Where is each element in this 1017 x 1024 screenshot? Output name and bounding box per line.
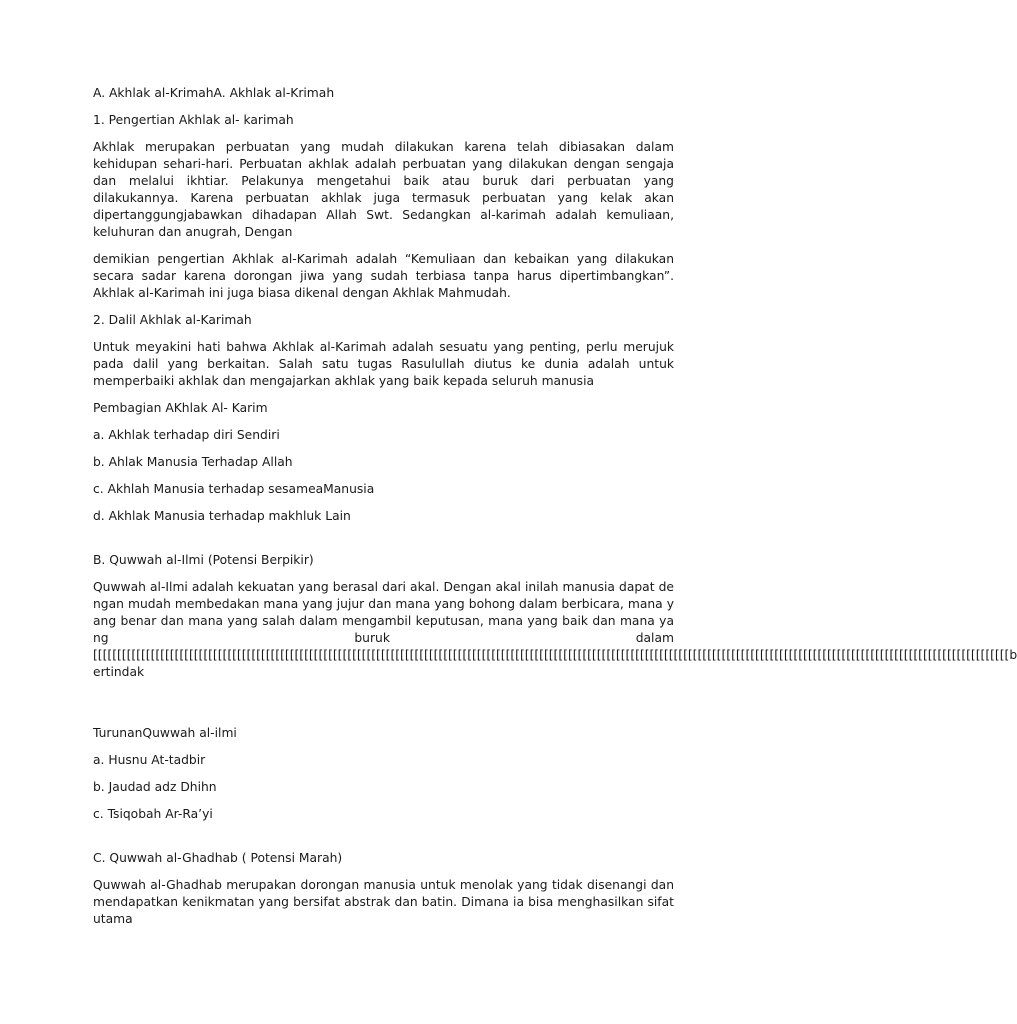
derivative-heading: TurunanQuwwah al-ilmi — [93, 726, 237, 740]
paragraph-dalil: Untuk meyakini hati bahwa Akhlak al-Karimah adalah sesuatu yang penting, perlu merujuk pada dalil yang berkaitan. Salah satu tugas Rasulullah diutus ke dunia adalah untuk memperbaiki akhlak dan mengajarkan akhlak yang baik kepada seluruh manusia — [93, 340, 674, 388]
paragraph-akhlak-definition: Akhlak merupakan perbuatan yang mudah dilakukan karena telah dibiasakan dalam kehidupan sehari-hari. Perbuatan akhlak adalah perbuatan yang dilakukan dengan sengaja dan melalui ikhtiar. Pelakunya mengetahui baik atau buruk dari perbuatan yang dilakukannya. Karena perbuatan akhlak juga termasuk perbuatan yang kelak akan dipertanggungjabawkan dihadapan Allah Swt. Sedangkan al-karimah adalah kemuliaan, keluhuran dan anugrah, Dengan — [93, 140, 674, 239]
list-item: a. Akhlak terhadap diri Sendiri — [93, 428, 280, 442]
paragraph-quwwah-ilmi — [93, 579, 1017, 681]
paragraph-quwwah-ghadhab: Quwwah al-Ghadhab merupakan dorongan manusia untuk menolak yang tidak disenangi dan mendapatkan kenikmatan yang bersifat abstrak dan batin. Dimana ia bisa menghasilkan sifat utama — [93, 878, 674, 926]
list-item: c. Tsiqobah Ar-Ra’yi — [93, 807, 213, 821]
section-a-heading: A. Akhlak al-KrimahA. Akhlak al-Krimah — [93, 86, 335, 100]
spacer — [93, 691, 674, 725]
spacer — [93, 535, 674, 552]
subsection-1-heading: 1. Pengertian Akhlak al- karimah — [93, 113, 294, 127]
division-heading: Pembagian AKhlak Al- Karim — [93, 401, 268, 415]
section-b-heading: B. Quwwah al-Ilmi (Potensi Berpikir) — [93, 553, 314, 567]
list-item: b. Jaudad adz Dhihn — [93, 780, 217, 794]
list-item: d. Akhlak Manusia terhadap makhluk Lain — [93, 509, 351, 523]
bracket-run: [[[[[[[[[[[[[[[[[[[[[[[[[[[[[[[[[[[[[[[[[[[[[[[[[[[[[[[[[[[[[[[[[[[[[[[[[[[[[[[[[[[[[[[[[[[[[[[[[[[[[[[[[[[[[[[[[[[[[[[[[[[[[[[[[[[[[[[[[[[[[[[[[[[[[[[[[[[[[[[[[[[[[[[[[[[[[[[[[[[[[[[[[[[[[[[ — [93, 648, 1010, 662]
list-item: c. Akhlah Manusia terhadap sesameaManusia — [93, 482, 375, 496]
paragraph-end: bertindak — [93, 648, 1017, 679]
paragraph-text: Quwwah al-Ilmi adalah kekuatan yang berasal dari akal. Dengan akal inilah manusia dapat dengan mudah membedakan mana yang jujur dan mana yang bohong dalam berbicara, mana yang benar dan mana yang salah dalam mengambil keputusan, mana yang baik dan mana yang buruk dalam — [93, 580, 674, 645]
spacer — [93, 833, 674, 850]
subsection-2-heading: 2. Dalil Akhlak al-Karimah — [93, 313, 252, 327]
section-c-heading: C. Quwwah al-Ghadhab ( Potensi Marah) — [93, 851, 343, 865]
list-item: a. Husnu At-tadbir — [93, 753, 206, 767]
paragraph-akhlak-karimah-meaning: demikian pengertian Akhlak al-Karimah adalah “Kemuliaan dan kebaikan yang dilakukan secara sadar karena dorongan jiwa yang sudah terbiasa tanpa harus dipertimbangkan”. Akhlak al-Karimah ini juga biasa dikenal dengan Akhlak Mahmudah. — [93, 252, 674, 300]
document-page — [93, 85, 1017, 938]
list-item: b. Ahlak Manusia Terhadap Allah — [93, 455, 293, 469]
